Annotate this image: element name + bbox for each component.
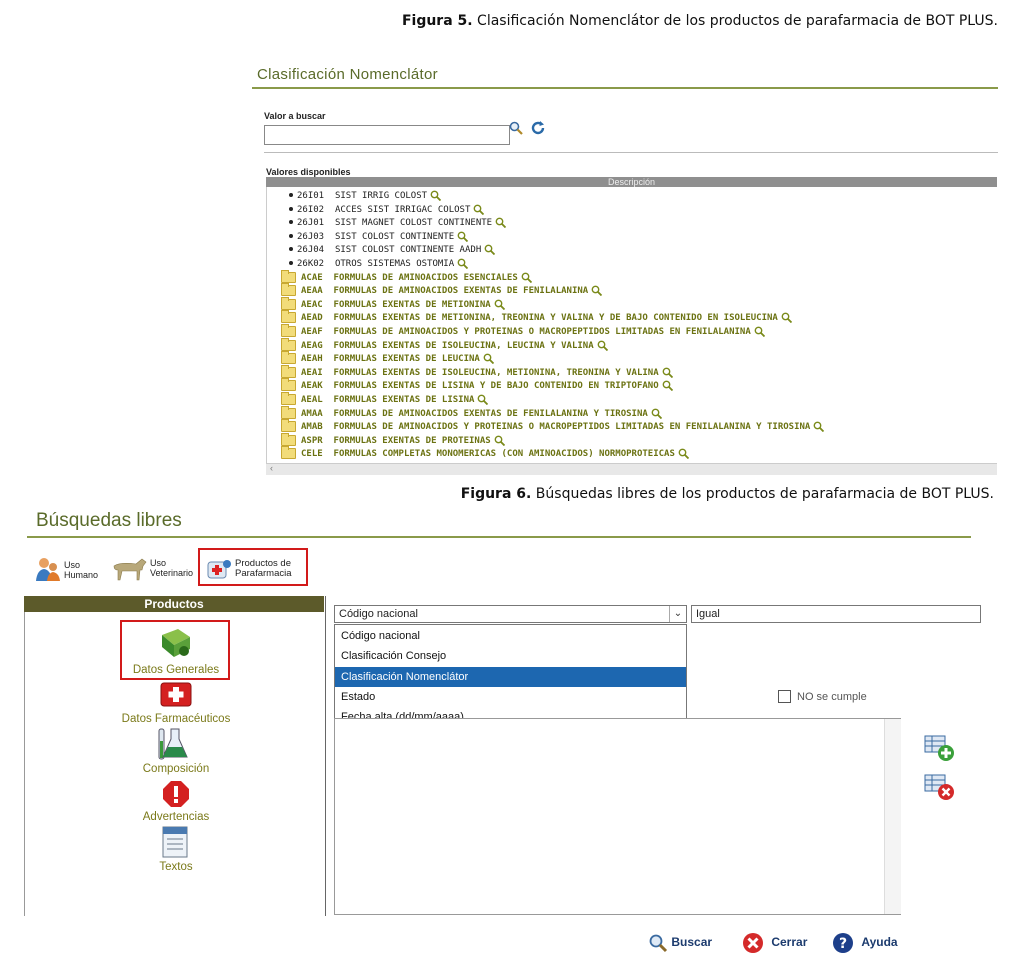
folder-icon [281,326,296,337]
magnifier-icon[interactable] [430,190,441,201]
bullet-icon [289,247,293,251]
list-item[interactable] [267,394,488,407]
magnifier-icon[interactable] [781,312,792,323]
item-code: AEAC [301,299,323,310]
first-aid-icon[interactable] [160,681,192,707]
section-texts[interactable]: Textos [159,861,193,873]
item-code: AMAB [301,422,323,433]
search-icon [648,933,668,953]
list-item[interactable] [267,258,468,271]
horse-icon[interactable] [110,556,150,582]
scroll-left-arrow[interactable]: ‹ [270,463,273,473]
item-description: FORMULAS EXENTAS DE METIONINA, TREONINA Y VALINA Y DE BAJO CONTENIDO EN ISOLEUCINA [333,313,778,324]
folder-icon [281,380,296,391]
folder-icon [281,448,296,459]
section-warnings[interactable]: Advertencias [142,811,210,823]
item-description: FORMULAS DE AMINOACIDOS EXENTAS DE FENILALANINA Y TIROSINA [333,408,648,419]
magnifier-icon[interactable] [477,394,488,405]
help-button-label: Ayuda [861,935,898,949]
magnifier-icon[interactable] [651,408,662,419]
list-item[interactable] [267,272,532,285]
item-description: FORMULAS EXENTAS DE LISINA Y DE BAJO CONTENIDO EN TRIPTOFANO [333,381,659,392]
item-code: AEAK [301,381,323,392]
horizontal-scrollbar[interactable] [266,463,997,475]
list-item[interactable] [267,190,441,203]
item-code: AEAA [301,286,323,297]
item-description: FORMULAS DE AMINOACIDOS Y PROTEINAS O MACROPEPTIDOS LIMITADAS EN FENILALANINA [333,327,751,337]
magnifier-icon[interactable] [678,448,689,459]
item-description: FORMULAS EXENTAS DE ISOLEUCINA, LEUCINA Y VALINA [333,340,594,351]
list-item[interactable] [267,217,506,230]
magnifier-icon[interactable] [754,326,765,337]
list-item[interactable] [267,408,662,421]
close-button[interactable] [742,930,807,954]
item-description: FORMULAS EXENTAS DE METIONINA [333,299,491,310]
parapharmacy-label[interactable] [235,559,292,579]
figure5-caption-label: Figura 5. [401,13,473,29]
parapharmacy-label-line1: Productos de [235,558,291,569]
figure6-caption-label: Figura 6. [460,486,532,502]
list-item[interactable] [267,448,689,461]
add-criteria-icon[interactable] [924,733,956,763]
magnifier-icon[interactable] [494,435,505,446]
item-description: FORMULAS DE AMINOACIDOS Y PROTEINAS O MACROPEPTIDOS LIMITADAS EN FENILALANINA Y TIROSINA [333,422,811,433]
list-item[interactable] [267,421,824,434]
vertical-scrollbar[interactable] [884,719,901,914]
chevron-down-icon[interactable]: ⌄ [669,606,686,622]
item-code: CELE [301,449,323,460]
item-description: ACCES SIST IRRIGAC COLOST [334,204,471,215]
bullet-icon [289,207,293,211]
section-composition[interactable]: Composición [142,763,210,775]
close-button-label: Cerrar [771,935,808,949]
help-button[interactable] [832,930,898,954]
item-description: FORMULAS EXENTAS DE LISINA [333,395,475,405]
human-use-icon[interactable] [35,556,61,582]
remove-criteria-icon[interactable] [924,772,956,802]
section-pharmaceutical-data[interactable]: Datos Farmacéuticos [121,713,231,725]
magnifier-icon[interactable] [473,204,484,215]
item-description: FORMULAS DE AMINOACIDOS ESENCIALES [333,272,518,283]
veterinary-use-label-line1: Uso [150,558,167,568]
folder-icon [281,272,296,283]
folder-icon [281,435,296,446]
values-list [266,187,998,474]
nomenclator-title: Clasificación Nomenclátor [257,66,438,83]
item-code: 26J03 [297,231,325,242]
folder-icon [281,299,296,310]
item-description: FORMULAS EXENTAS DE PROTEINAS [333,435,491,446]
magnifier-icon[interactable] [494,299,505,310]
list-item[interactable] [267,299,505,312]
list-item[interactable] [267,204,484,217]
magnifier-icon[interactable] [591,285,602,296]
list-item[interactable] [267,326,765,339]
folder-icon [281,285,296,296]
item-code: AEAH [301,354,323,365]
figure6-caption [461,486,994,502]
help-icon [832,932,854,954]
list-item[interactable] [267,435,505,448]
warning-icon[interactable] [162,780,190,808]
item-code: AEAL [301,395,323,405]
available-values-label: Valores disponibles [266,167,351,177]
item-code: AEAF [301,327,323,337]
dropdown-option[interactable]: Clasificación Consejo [341,650,447,663]
not-fulfilled-checkbox[interactable] [778,690,791,703]
item-code: ASPR [301,435,323,446]
list-item[interactable] [267,244,495,257]
field-select[interactable]: Código nacional [334,605,687,623]
item-code: 26J01 [297,218,325,229]
bullet-icon [289,261,293,265]
item-code: AEAD [301,313,323,324]
item-code: ACAE [301,272,323,283]
list-item[interactable] [267,367,673,380]
folder-icon [281,421,296,432]
item-code: 26J04 [297,245,325,256]
human-use-label[interactable] [64,560,98,580]
folder-icon [281,367,296,378]
item-description: OTROS SISTEMAS OSTOMIA [334,259,455,269]
item-description: SIST IRRIG COLOST [334,191,428,201]
folder-icon [281,312,296,323]
close-icon [742,932,764,954]
svg-text:?: ? [838,935,848,952]
search-icon[interactable] [509,121,523,135]
item-description: FORMULAS COMPLETAS MONOMERICAS (CON AMINOACIDOS) NORMOPROTEICAS [333,449,675,460]
item-description: FORMULAS EXENTAS DE LEUCINA [333,354,480,365]
magnifier-icon[interactable] [457,258,468,269]
figure5-caption [402,13,998,29]
item-code: 26I01 [297,191,325,201]
free-search-title: Búsquedas libres [36,510,182,531]
magnifier-icon[interactable] [597,340,608,351]
list-item[interactable] [267,380,673,393]
description-column-header: Descripción [266,177,997,187]
title-divider [252,87,998,89]
magnifier-icon[interactable] [662,380,673,391]
products-panel-header: Productos [24,596,324,612]
folder-icon [281,340,296,351]
search-button[interactable] [648,930,712,954]
item-code: 26I02 [297,204,325,215]
title-divider [27,536,971,538]
dropdown-option[interactable]: Código nacional [341,630,420,642]
magnifier-icon[interactable] [484,244,495,255]
folder-icon [281,408,296,419]
magnifier-icon[interactable] [813,421,824,432]
refresh-icon[interactable] [530,120,546,136]
magnifier-icon[interactable] [521,272,532,283]
magnifier-icon[interactable] [662,367,673,378]
veterinary-use-label-line2: Veterinario [150,568,194,578]
magnifier-icon[interactable] [495,217,506,228]
item-description: SIST MAGNET COLOST CONTINENTE [334,218,493,229]
item-description: SIST COLOST CONTINENTE AADH [334,245,482,256]
magnifier-icon[interactable] [483,353,494,364]
lab-flasks-icon[interactable] [157,727,193,761]
veterinary-use-label[interactable] [150,558,193,578]
section-general-data[interactable]: Datos Generales [132,664,220,676]
list-item[interactable] [267,353,494,366]
human-use-label-line1: Uso [64,560,81,570]
item-description: FORMULAS DE AMINOACIDOS EXENTAS DE FENILALANINA [333,286,589,297]
parapharmacy-icon[interactable] [206,557,232,581]
item-code: AMAA [301,408,323,419]
figure5-caption-text: Clasificación Nomenclátor de los productos de parafarmacia de BOT PLUS. [472,13,998,29]
folder-icon [281,394,296,405]
human-use-label-line2: Humano [64,570,99,580]
item-description: SIST COLOST CONTINENTE [334,231,455,242]
bullet-icon [289,193,293,197]
parapharmacy-label-line2: Parafarmacia [235,568,292,579]
operator-select[interactable]: Igual [691,605,981,623]
section-divider [264,152,998,153]
search-button-label: Buscar [671,935,713,949]
magnifier-icon[interactable] [457,231,468,242]
figure6-caption-text: Búsquedas libres de los productos de parafarmacia de BOT PLUS. [531,486,994,502]
bullet-icon [289,234,293,238]
item-code: AEAI [301,367,323,378]
text-document-icon[interactable] [160,826,190,858]
list-item[interactable] [267,340,608,353]
dropdown-option[interactable]: Estado [341,690,376,703]
not-fulfilled-label: NO se cumple [797,691,867,703]
item-code: 26K02 [297,259,325,269]
dropdown-option[interactable]: Clasificación Nomenclátor [335,667,686,687]
search-input[interactable] [264,125,510,145]
general-data-book-icon[interactable] [158,627,194,659]
item-code: AEAG [301,340,323,351]
criteria-textarea[interactable] [334,718,901,915]
bullet-icon [289,220,293,224]
list-item[interactable] [267,312,792,325]
list-item[interactable] [267,231,468,244]
list-item[interactable] [267,285,602,298]
item-description: FORMULAS EXENTAS DE ISOLEUCINA, METIONINA, TREONINA Y VALINA [333,367,659,378]
search-label: Valor a buscar [264,111,326,121]
folder-icon [281,353,296,364]
